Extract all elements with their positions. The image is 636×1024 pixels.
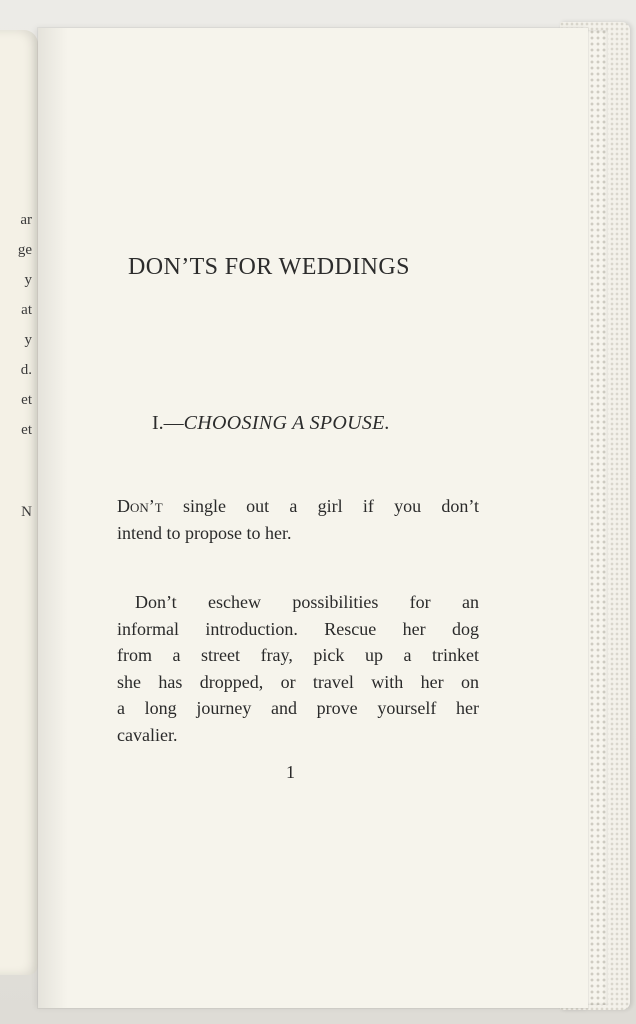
paragraph [117, 493, 479, 546]
paragraph-line: cavalier. [117, 724, 178, 745]
paragraph-line [117, 493, 479, 520]
page-title: DON’TS FOR WEDDINGS [128, 254, 410, 280]
paragraph-line: a long journey and prove yourself her [117, 698, 479, 718]
chapter-heading [152, 412, 390, 435]
facing-page-fragment: et [21, 392, 32, 408]
facing-page-fragment: y [24, 272, 32, 288]
paragraph-line: intend to propose to her. [117, 522, 292, 543]
page-number: 1 [286, 762, 295, 782]
facing-page-fragment: N [21, 504, 32, 520]
paragraph-line-text: single out a girl if you don’t [162, 496, 479, 516]
facing-page [0, 30, 38, 975]
facing-page-fragment: ar [20, 212, 32, 228]
facing-page-fragment: ge [17, 242, 32, 258]
paragraph-line: she has dropped, or travel with her on [117, 671, 479, 692]
facing-page-fragment: at [21, 302, 32, 318]
paragraph-lead-word: Don’t [117, 496, 163, 516]
paragraph-line: informal introduction. Rescue her dog [117, 618, 479, 639]
facing-page-fragment: d. [20, 362, 32, 378]
facing-page-fragment: et [21, 422, 32, 438]
paragraph-line: from a street fray, pick up a trinket [117, 645, 479, 665]
chapter-number: I.— [152, 412, 184, 434]
facing-page-fragment: y [24, 332, 32, 348]
chapter-name: CHOOSING A SPOUSE. [183, 412, 390, 434]
paragraph-line: Don’t eschew possibilities for an [135, 592, 479, 612]
paragraph [117, 589, 479, 748]
